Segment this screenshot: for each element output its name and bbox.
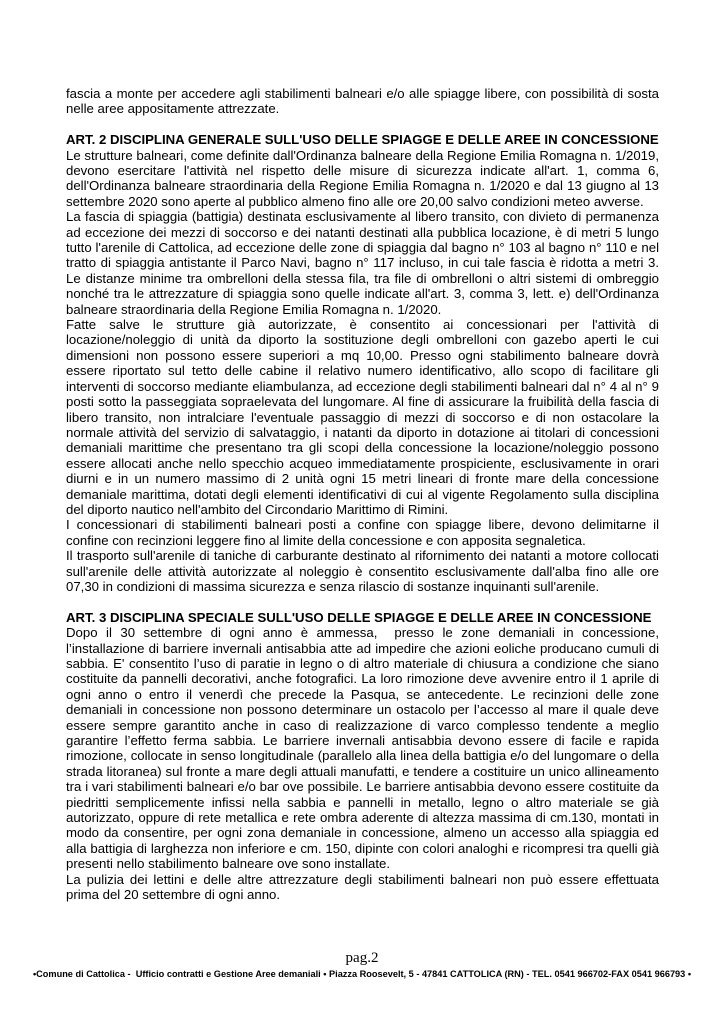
article-2-paragraph-5: Il trasporto sull'arenile di taniche di carburante destinato al rifornimento dei natanti a motore collocati sull'arenile delle attività autorizzate al noleggio è consentito esclusivamente dall'alba fino alle ore 07,30 in condizioni di massima sicurezza e senza rilascio di sostanze inquinanti sull'arenile. bbox=[66, 548, 659, 594]
article-2-paragraph-2: La fascia di spiaggia (battigia) destinata esclusivamente al libero transito, con divieto di permanenza ad eccezione dei mezzi di soccorso e dei natanti destinati alla pubblica locazione, è di metri 5 lungo tutto l'arenile di Cattolica, ad eccezione delle zone di spiaggia dal bagno n° 103 al bagno n° 110 e nel tratto di spiaggia antistante il Parco Navi, bagno n° 117 incluso, in cui tale fascia è ridotta a metri 3. Le distanze minime tra ombrelloni della stessa fila, tra file di ombrelloni o altri sistemi di ombreggio nonché tra le attrezzature di spiaggia sono quelle indicate all'art. 3, comma 3, lett. e) dell'Ordinanza balneare straordinaria della Regione Emilia Romagna n. 1/2020. bbox=[66, 209, 659, 317]
footer-address-line: •Comune di Cattolica - Ufficio contratti e Gestione Aree demaniali • Piazza Roosevelt, 5 - 47841 CATTOLICA (RN) - TEL. 0541 966702-FAX 0541 966793 • bbox=[32, 969, 692, 979]
intro-continuation-paragraph: fascia a monte per accedere agli stabilimenti balneari e/o alle spiagge libere, con possibilità di sosta nelle aree appositamente attrezzate. bbox=[66, 86, 659, 117]
article-3-paragraph-1: Dopo il 30 settembre di ogni anno è ammessa, presso le zone demaniali in concessione, l’installazione di barriere invernali antisabbia atte ad impedire che azioni eoliche producano cumuli di sabbia. E' consentito l’uso di paratie in legno o di altro materiale di chiusura a condizione che siano costituite da pannelli decorativi, anche fotografici. La loro rimozione deve avvenire entro il 1 aprile di ogni anno o entro il venerdì che precede la Pasqua, se antecedente. Le recinzioni delle zone demaniali in concessione non possono determinare un ostacolo per l’accesso al mare il quale deve essere sempre garantito anche in caso di realizzazione di varco complesso tendente a meglio garantire l’effetto ferma sabbia. Le barriere invernali antisabbia devono essere di facile e rapida rimozione, collocate in senso longitudinale (parallelo alla linea della battigia e/o del lungomare o della strada litoranea) sul fronte a mare degli attuali manufatti, e tendere a costituire un unico allineamento tra i vari stabilimenti balneari e/o bar ove possibile. Le barriere antisabbia devono essere costituite da piedritti semplicemente infissi nella sabbia e pannelli in metallo, legno o altro materiale se già autorizzato, oppure di rete metallica e rete ombra aderente di altezza massima di cm.130, montati in modo da consentire, per ogni zona demaniale in concessione, almeno un accesso alla spiaggia ed alla battigia di larghezza non inferiore e cm. 150, dipinte con colori analoghi e ricompresi tra quelli già presenti nello stabilimento balneare ove sono installate. bbox=[66, 625, 659, 872]
article-2-heading: ART. 2 DISCIPLINA GENERALE SULL'USO DELLE SPIAGGE E DELLE AREE IN CONCESSIONE bbox=[66, 132, 659, 148]
article-2-paragraph-1: Le strutture balneari, come definite dall'Ordinanza balneare della Regione Emilia Romagna n. 1/2019, devono esercitare l'attività nel rispetto delle misure di sicurezza indicate all'art. 1, comma 6, dell'Ordinanza balneare straordinaria della Regione Emilia Romagna n. 1/2020 e dal 13 giugno al 13 settembre 2020 sono aperte al pubblico almeno fino alle ore 20,00 salvo condizioni meteo avverse. bbox=[66, 147, 659, 209]
document-body bbox=[66, 86, 659, 903]
article-2-paragraph-3: Fatte salve le strutture già autorizzate, è consentito ai concessionari per l'attività di locazione/noleggio di unità da diporto la sostituzione degli ombrelloni con gazebo aperti le cui dimensioni non possono essere superiori a mq 10,00. Presso ogni stabilimento balneare dovrà essere riportato sul tetto delle cabine il relativo numero identificativo, allo scopo di facilitare gli interventi di soccorso mediante eliambulanza, ad eccezione degli stabilimenti balneari dal n° 4 al n° 9 posti sotto la passeggiata sopraelevata del lungomare. Al fine di assicurare la fruibilità della fascia di libero transito, non intralciare l'eventuale passaggio di mezzi di soccorso e di non ostacolare la normale attività del servizio di salvataggio, i natanti da diporto in dotazione ai titolari di concessioni demaniali marittime che presentano tra gli scopi della concessione la locazione/noleggio possono essere allocati anche nello specchio acqueo immediatamente prospiciente, esclusivamente in orari diurni e in un numero massimo di 2 unità ogni 15 metri lineari di fronte mare della concessione demaniale marittima, dotati degli elementi identificativi di cui al vigente Regolamento sulla disciplina del diporto nautico nell'ambito del Circondario Marittimo di Rimini. bbox=[66, 317, 659, 517]
page-number: pag.2 bbox=[345, 950, 379, 966]
article-3-heading: ART. 3 DISCIPLINA SPECIALE SULL'USO DELLE SPIAGGE E DELLE AREE IN CONCESSIONE bbox=[66, 609, 652, 625]
article-3-paragraph-2: La pulizia dei lettini e delle altre attrezzature degli stabilimenti balneari non può essere effettuata prima del 20 settembre di ogni anno. bbox=[66, 871, 659, 903]
article-2-paragraph-4: I concessionari di stabilimenti balneari posti a confine con spiagge libere, devono delimitarne il confine con recinzioni leggere fino al limite della concessione e con apposita segnaletica. bbox=[66, 517, 659, 548]
